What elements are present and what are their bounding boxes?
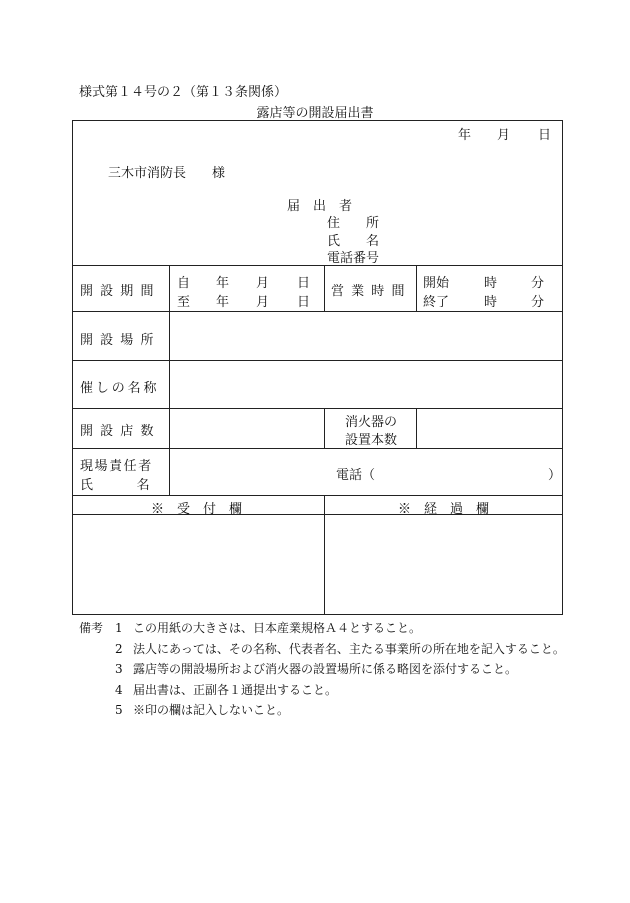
reception-column-header: ※ 受 付 欄	[151, 502, 243, 517]
to-month-label: 月	[256, 295, 270, 310]
period-label: 開設期間	[80, 284, 161, 299]
form-number: 様式第１４号の２（第１３条関係）	[79, 85, 288, 100]
extinguisher-label-line2: 設置本数	[345, 433, 398, 448]
from-label: 自	[177, 276, 191, 291]
manager-label-line2: 氏 名	[80, 478, 151, 493]
note-item	[79, 618, 565, 639]
column-divider	[324, 495, 325, 614]
extinguisher-label-line1: 消火器の	[345, 415, 398, 430]
label-column-divider	[169, 265, 170, 495]
to-label: 至	[177, 295, 191, 310]
note-number: 5	[115, 703, 123, 717]
to-day-label: 日	[297, 295, 311, 310]
form-frame	[72, 120, 563, 615]
document-title: 露店等の開設届出書	[256, 106, 374, 121]
column-divider	[324, 265, 325, 311]
from-year-label: 年	[216, 276, 230, 291]
event-name-label: 催しの名称	[80, 381, 160, 396]
note-number: 1	[115, 621, 123, 635]
applicant-heading: 届 出 者	[287, 199, 353, 214]
store-count-label: 開設店数	[80, 424, 161, 439]
manager-label-line1: 現場責任者	[80, 459, 153, 474]
addressee: 三木市消防長 様	[108, 166, 226, 181]
row-divider	[73, 265, 562, 266]
note-item	[79, 639, 565, 660]
date-day-label: 日	[538, 128, 552, 143]
place-label: 開設場所	[80, 333, 161, 348]
note-text: ※印の欄は記入しないこと。	[133, 703, 290, 717]
notes-section	[79, 618, 565, 721]
note-item	[79, 659, 565, 680]
column-divider	[324, 408, 325, 448]
row-divider	[73, 311, 562, 312]
progress-column-header: ※ 経 過 欄	[398, 502, 490, 517]
applicant-name-label: 氏 名	[327, 234, 380, 249]
note-number: 2	[115, 641, 123, 656]
date-month-label: 月	[497, 128, 511, 143]
date-year-label: 年	[458, 128, 472, 143]
note-text: 法人にあっては、その名称、代表者名、主たる事業所の所在地を記入すること。	[133, 641, 565, 656]
from-day-label: 日	[297, 276, 311, 291]
note-text: この用紙の大きさは、日本産業規格Ａ４とすること。	[133, 621, 422, 635]
row-divider	[73, 495, 562, 496]
note-item	[79, 700, 565, 721]
row-divider	[73, 360, 562, 361]
end-minute-label: 分	[531, 295, 545, 310]
note-text: 露店等の開設場所および消火器の設置場所に係る略図を添付すること。	[133, 662, 518, 676]
row-divider	[73, 448, 562, 449]
to-year-label: 年	[216, 295, 230, 310]
note-number: 4	[115, 682, 123, 697]
note-text: 届出書は、正副各１通提出すること。	[133, 682, 338, 697]
start-minute-label: 分	[531, 276, 545, 291]
column-divider	[416, 408, 417, 448]
note-item	[79, 680, 565, 701]
applicant-address-label: 住 所	[327, 216, 380, 231]
tel-open-label: 電話（	[336, 468, 376, 483]
end-label: 終了	[423, 295, 450, 310]
applicant-phone-label: 電話番号	[327, 251, 380, 266]
from-month-label: 月	[256, 276, 270, 291]
column-divider	[416, 265, 417, 311]
hours-label: 営業時間	[331, 284, 412, 299]
row-divider	[73, 408, 562, 409]
start-label: 開始	[423, 276, 450, 291]
end-hour-label: 時	[484, 295, 498, 310]
notes-heading: 備考	[79, 621, 104, 635]
start-hour-label: 時	[484, 276, 498, 291]
tel-close-label: ）	[548, 468, 562, 483]
note-number: 3	[115, 662, 123, 676]
